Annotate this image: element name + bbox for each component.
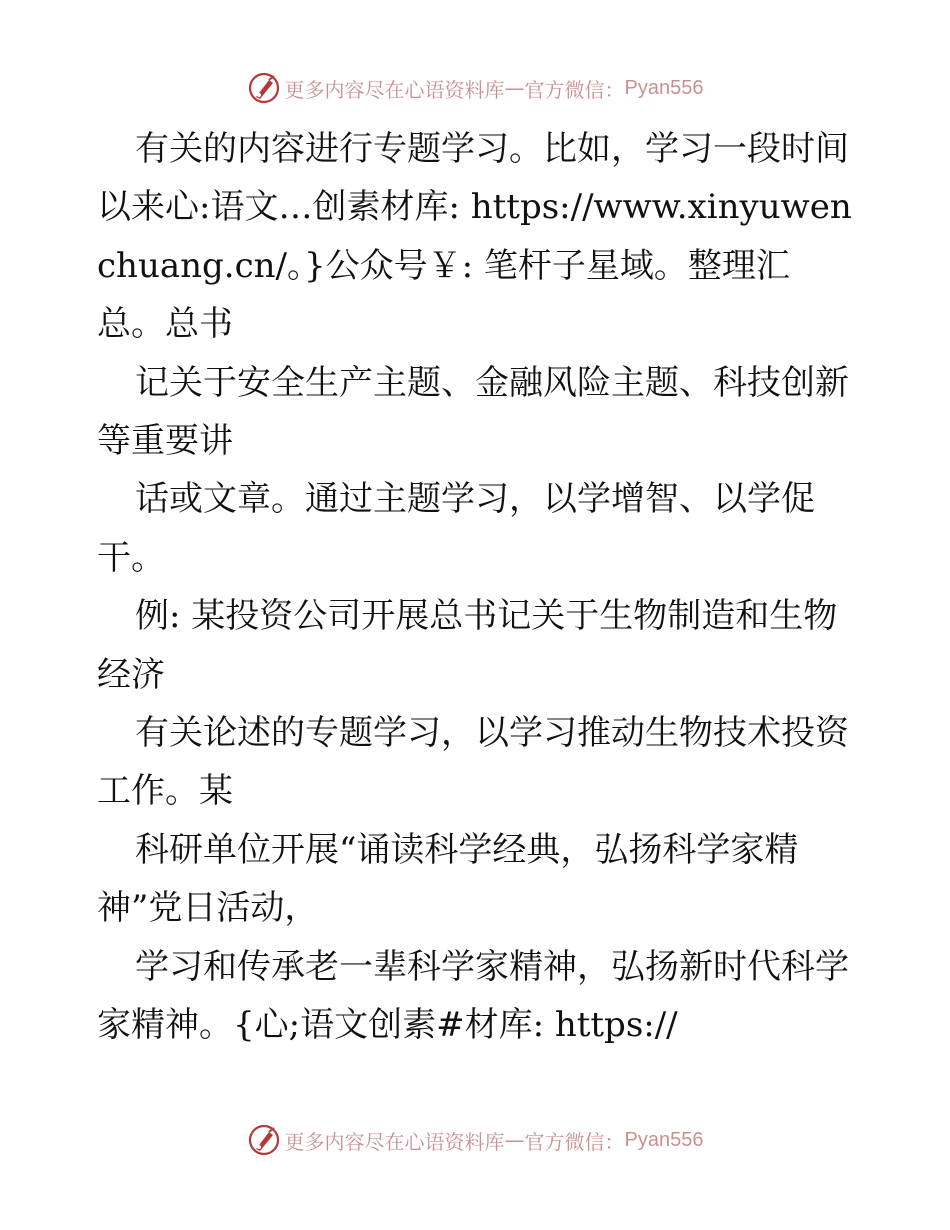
- paragraph: 有关论述的专题学习，以学习推动生物技术投资工作。某: [97, 713, 849, 812]
- paragraph: 例: 某投资公司开展总书记关于生物制造和生物经济: [97, 596, 838, 695]
- paragraph: 科研单位开展“诵读科学经典，弘扬科学家精神”党日活动，: [97, 829, 799, 929]
- paragraph: 话或文章。通过主题学习，以学增智、以学促干。: [97, 479, 815, 578]
- watermark-wechat-label: 官方微信：: [524, 77, 625, 102]
- header-watermark: [0, 68, 950, 108]
- watermark-dash: —: [504, 1128, 525, 1152]
- watermark-main-text: 更多内容尽在心语资料库: [284, 1129, 505, 1154]
- quill-pen-logo-icon: [247, 1123, 281, 1157]
- quill-pen-logo-icon: [247, 71, 281, 105]
- document-body: [97, 120, 857, 1055]
- watermark-dash: —: [504, 76, 525, 100]
- paragraph: 记关于安全生产主题、金融风险主题、科技创新等重要讲: [97, 362, 849, 462]
- paragraph: 有关的内容进行专题学习。比如，学习一段时间以来心:语文…创素材库: https://www.xinyuwenchuang.cn/。}公众号￥: 笔杆子星域。整理汇总。总书: [97, 129, 852, 345]
- paragraph: 学习和传承老一辈科学家精神，弘扬新时代科学家精神。{心;语文创素#材库: https://: [97, 946, 849, 1046]
- watermark-wechat-id: Pyan556: [624, 76, 704, 99]
- footer-watermark: [0, 1120, 950, 1160]
- watermark-main-text: 更多内容尽在心语资料库: [284, 77, 505, 102]
- watermark-wechat-label: 官方微信：: [524, 1129, 625, 1154]
- watermark-wechat-id: Pyan556: [624, 1128, 704, 1151]
